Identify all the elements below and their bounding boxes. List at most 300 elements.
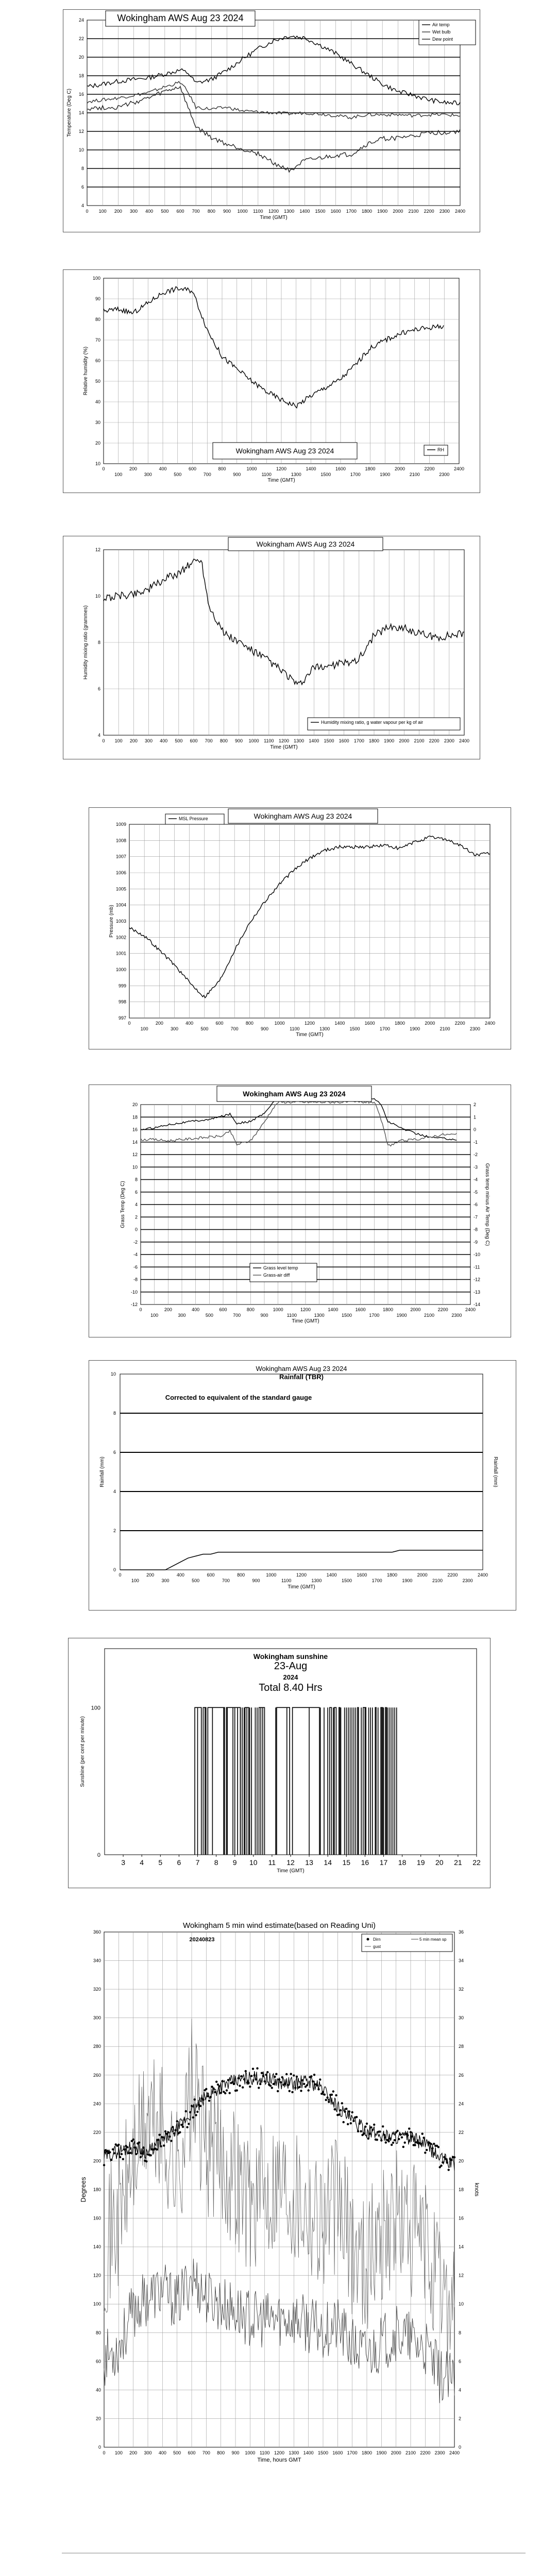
x-tick-label: 1100: [264, 738, 274, 743]
y-tick-label: 4: [81, 203, 84, 208]
dirn-point: [207, 2095, 209, 2097]
x-tick-label: 0: [139, 1307, 142, 1312]
y-tick-label: 240: [93, 2101, 101, 2107]
dirn-point: [294, 2087, 296, 2089]
x-tick-label: 500: [161, 209, 169, 214]
y-tick-label-right: 0: [474, 1127, 477, 1132]
x-tick-label: 2400: [484, 1021, 496, 1026]
dirn-point: [445, 2158, 447, 2160]
x-tick-label: 1800: [382, 1307, 394, 1312]
dirn-point: [387, 2140, 390, 2142]
x-tick-label: 1000: [273, 1307, 283, 1312]
y-tick-label: 2: [134, 1214, 138, 1220]
x-tick-label: 2200: [429, 738, 439, 743]
x-tick-label: 2000: [393, 209, 403, 214]
y-tick-label: 220: [93, 2129, 101, 2135]
x-tick-label: 9: [232, 1858, 237, 1867]
y-tick-label-right: -11: [474, 1264, 480, 1270]
y-tick-label: 8: [134, 1177, 138, 1182]
y-tick-label: 80: [95, 2330, 101, 2335]
legend-label: Grass-air diff: [263, 1273, 290, 1278]
dirn-point: [322, 2091, 324, 2093]
dirn-point: [192, 2116, 194, 2119]
x-tick-label: 2100: [414, 738, 425, 743]
x-tick-label: 2000: [425, 1021, 435, 1026]
x-tick-label: 800: [245, 1021, 253, 1026]
dirn-point: [274, 2076, 276, 2078]
x-tick-label: 500: [174, 472, 182, 477]
dirn-point: [310, 2075, 312, 2077]
dirn-point: [259, 2083, 261, 2085]
wind-chart-panel: [73, 1921, 489, 2544]
dirn-point: [391, 2144, 393, 2146]
x-tick-label: 2100: [408, 209, 419, 214]
dirn-point: [431, 2147, 433, 2149]
y-tick-label: 60: [95, 2359, 101, 2364]
y-tick-label: 0: [98, 2445, 101, 2450]
x-tick-label: 2000: [394, 466, 405, 471]
y-axis-label: Grass Temp (Deg C): [120, 1181, 126, 1228]
dirn-point: [331, 2094, 333, 2096]
x-axis-label: Time (GMT): [277, 1868, 305, 1874]
y-axis-label-right: knots: [474, 2182, 480, 2197]
x-tick-label: 800: [246, 1307, 255, 1312]
dirn-point: [212, 2088, 214, 2090]
dirn-point: [303, 2083, 305, 2085]
x-tick-label: 400: [176, 1572, 184, 1578]
x-tick-label: 100: [114, 738, 123, 743]
legend-label: gust: [373, 1944, 381, 1949]
y-tick-label: 12: [78, 129, 84, 134]
temperature-chart: [63, 10, 480, 232]
y-tick-label: 2: [113, 1528, 116, 1533]
x-tick-label: 800: [207, 209, 215, 214]
x-tick-label: 2000: [399, 738, 410, 743]
y-tick-label: 4: [134, 1202, 138, 1207]
dirn-point: [389, 2138, 391, 2140]
y-tick-label: -10: [130, 1289, 138, 1295]
dirn-point: [182, 2126, 184, 2128]
dirn-point: [227, 2079, 229, 2081]
dirn-point: [450, 2159, 452, 2161]
y-tick-label: 20: [78, 55, 84, 60]
dirn-point: [433, 2143, 435, 2145]
x-tick-label: 2400: [465, 1307, 476, 1312]
dirn-point: [326, 2096, 328, 2098]
dirn-point: [106, 2150, 108, 2152]
x-tick-label: 13: [305, 1858, 313, 1867]
x-tick-label: 2200: [447, 1572, 458, 1578]
y-tick-label: 40: [95, 399, 100, 404]
y-tick-label-right: -6: [474, 1202, 478, 1207]
x-tick-label: 0: [119, 1572, 122, 1578]
y-tick-label: 100: [91, 1705, 100, 1711]
dirn-point: [287, 2084, 289, 2086]
x-tick-label: 600: [215, 1021, 224, 1026]
x-tick-label: 2300: [439, 209, 450, 214]
dirn-point: [176, 2120, 178, 2122]
dirn-point: [324, 2093, 326, 2095]
dirn-point: [446, 2161, 448, 2163]
dirn-point: [291, 2091, 293, 2093]
dirn-point: [170, 2140, 172, 2142]
x-tick-label: 1000: [248, 738, 259, 743]
y-tick-label: 340: [93, 1958, 101, 1963]
y-axis-label: Pressure (mb): [109, 905, 114, 938]
x-tick-label: 1500: [341, 1578, 352, 1583]
y-tick-label-right: 16: [459, 2215, 464, 2221]
y-tick-label: 120: [93, 2273, 101, 2278]
sunshine-chart: [69, 1638, 490, 1888]
x-axis-label: Time (GMT): [288, 1584, 315, 1590]
x-tick-label: 2200: [420, 2450, 431, 2455]
y-tick-label: 12: [95, 547, 100, 552]
x-tick-label: 2300: [439, 472, 450, 477]
dirn-point: [293, 2074, 295, 2076]
dirn-point: [299, 2086, 301, 2088]
y-tick-label: -4: [133, 1252, 138, 1257]
dirn-point: [138, 2142, 140, 2144]
x-tick-label: 1500: [324, 738, 334, 743]
dirn-point: [252, 2067, 254, 2070]
x-tick-label: 500: [175, 738, 183, 743]
y-tick-label-right: 10: [459, 2301, 464, 2307]
y-tick-label: 0: [113, 1567, 116, 1572]
x-tick-label: 1100: [281, 1578, 292, 1583]
dirn-point: [278, 2078, 280, 2080]
x-tick-label: 300: [144, 472, 152, 477]
x-tick-label: 300: [178, 1313, 186, 1318]
y-tick-label: 1009: [115, 822, 126, 827]
dirn-point: [199, 2105, 201, 2107]
dirn-point: [129, 2152, 131, 2154]
dirn-point: [363, 2132, 365, 2134]
dirn-point: [316, 2084, 318, 2086]
x-tick-label: 1700: [371, 1578, 382, 1583]
x-tick-label: 900: [223, 209, 231, 214]
y-tick-label: 18: [132, 1114, 138, 1120]
x-tick-label: 300: [161, 1578, 170, 1583]
y-tick-label-right: -7: [474, 1214, 478, 1220]
x-tick-label: 1200: [274, 2450, 285, 2455]
y-axis-label-right: Grass temp minus Air Temp (Deg C): [484, 1163, 490, 1246]
dirn-point: [113, 2152, 115, 2154]
x-tick-label: 2300: [444, 738, 454, 743]
y-tick-label: 70: [95, 337, 100, 343]
y-tick-label-right: -8: [474, 1227, 478, 1232]
x-tick-label: 600: [176, 209, 184, 214]
dirn-point: [290, 2073, 292, 2075]
y-tick-label: 1000: [115, 967, 126, 972]
wind-chart: [73, 1921, 489, 2544]
y-tick-label: 360: [93, 1929, 101, 1935]
chart-title: Wokingham AWS Aug 23 2024: [235, 447, 334, 455]
dirn-point: [453, 2156, 455, 2158]
x-tick-label: 900: [234, 738, 243, 743]
legend-label: RH: [437, 447, 444, 452]
x-tick-label: 300: [170, 1026, 179, 1031]
dirn-point: [258, 2087, 260, 2089]
y-tick-label: 1003: [115, 919, 126, 924]
dirn-point: [325, 2099, 327, 2101]
y-tick-label: 10: [95, 594, 100, 599]
y-tick-label-right: 6: [459, 2359, 462, 2364]
legend-label: Wet bulb: [432, 29, 451, 35]
dirn-point: [410, 2131, 412, 2133]
x-tick-label: 1600: [332, 2450, 343, 2455]
y-tick-label-right: 2: [474, 1102, 477, 1107]
y-axis-label: Degrees: [79, 2177, 87, 2202]
x-tick-label: 1000: [245, 2450, 256, 2455]
y-tick-label: 320: [93, 1987, 101, 1992]
y-tick-label: 100: [93, 2301, 101, 2307]
y-tick-label-right: 14: [459, 2244, 464, 2250]
x-tick-label: 2100: [432, 1578, 443, 1583]
x-axis-label: Time (GMT): [296, 1032, 324, 1038]
x-tick-label: 0: [102, 466, 105, 471]
y-tick-label-right: -5: [474, 1189, 478, 1195]
x-tick-label: 2100: [424, 1313, 435, 1318]
dirn-point: [150, 2154, 152, 2156]
y-tick-label: 10: [110, 1371, 116, 1377]
x-tick-label: 0: [128, 1021, 131, 1026]
x-tick-label: 1800: [365, 466, 376, 471]
x-tick-label: 100: [140, 1026, 148, 1031]
x-tick-label: 21: [454, 1858, 462, 1867]
pressure-chart: [89, 808, 511, 1049]
x-tick-label: 1600: [330, 209, 341, 214]
dirn-point: [373, 2124, 375, 2126]
x-tick-label: 1000: [274, 1021, 285, 1026]
y-tick-label-right: 36: [459, 1929, 464, 1935]
x-tick-label: 600: [188, 2450, 196, 2455]
chart-title: Wokingham AWS Aug 23 2024: [256, 1365, 347, 1372]
y-tick-label: 10: [132, 1164, 138, 1170]
y-tick-label-right: -14: [474, 1302, 481, 1307]
dirn-point: [205, 2088, 207, 2090]
dirn-point: [306, 2084, 308, 2086]
dirn-point: [379, 2130, 381, 2132]
dirn-point: [112, 2148, 114, 2150]
x-tick-label: 200: [164, 1307, 172, 1312]
dirn-point: [313, 2074, 315, 2076]
dirn-point: [341, 2102, 343, 2104]
dirn-point: [370, 2126, 372, 2128]
y-tick-label: 1004: [115, 902, 126, 908]
x-tick-label: 1300: [294, 738, 305, 743]
y-tick-label: 6: [97, 686, 100, 691]
y-tick-label: 12: [132, 1152, 138, 1157]
x-tick-label: 2400: [459, 738, 470, 743]
y-tick-label: 8: [113, 1411, 116, 1416]
dirn-point: [300, 2090, 302, 2092]
x-axis-label: Time, hours GMT: [257, 2457, 301, 2463]
dirn-point: [109, 2151, 111, 2153]
legend-box: [424, 445, 448, 455]
y-tick-label: 50: [95, 379, 100, 384]
y-tick-label: 80: [95, 317, 100, 322]
dirn-point: [202, 2098, 205, 2100]
y-tick-label-right: 26: [459, 2072, 464, 2078]
x-tick-label: 7: [195, 1858, 200, 1867]
y-tick-label: 8: [81, 166, 84, 171]
y-tick-label: 280: [93, 2044, 101, 2049]
x-tick-label: 5: [158, 1858, 163, 1867]
y-tick-label-right: -4: [474, 1177, 478, 1182]
dirn-point: [126, 2146, 128, 2148]
x-tick-label: 2300: [469, 1026, 480, 1031]
x-tick-label: 400: [159, 466, 167, 471]
y-tick-label: 1002: [115, 935, 126, 940]
dirn-point: [424, 2151, 426, 2154]
x-tick-label: 2300: [462, 1578, 473, 1583]
dirn-point: [191, 2105, 193, 2107]
dirn-point: [271, 2087, 273, 2089]
dirn-point: [247, 2082, 249, 2084]
dirn-point: [141, 2153, 143, 2155]
x-tick-label: 15: [342, 1858, 351, 1867]
x-tick-label: 1900: [402, 1578, 413, 1583]
y-tick-label: 1006: [115, 870, 126, 875]
dirn-point: [430, 2143, 432, 2145]
dirn-point: [261, 2072, 263, 2074]
dirn-point: [224, 2092, 226, 2094]
dirn-point: [404, 2142, 406, 2144]
x-tick-label: 1500: [317, 2450, 329, 2455]
x-tick-label: 1100: [286, 1313, 297, 1318]
legend-label: Dirn: [373, 1937, 381, 1942]
x-tick-label: 400: [158, 2450, 166, 2455]
dirn-point: [233, 2083, 235, 2085]
dirn-point: [194, 2098, 196, 2100]
x-tick-label: 100: [131, 1578, 139, 1583]
y-tick-label: 1005: [115, 886, 126, 892]
x-tick-label: 17: [379, 1858, 388, 1867]
x-tick-label: 1600: [355, 1307, 366, 1312]
x-tick-label: 1000: [266, 1572, 277, 1578]
dirn-point: [103, 2164, 105, 2166]
legend-label: Dew point: [432, 37, 453, 42]
dirn-point: [110, 2159, 112, 2161]
dirn-point: [334, 2108, 336, 2110]
dirn-point: [385, 2141, 387, 2143]
dirn-point: [348, 2110, 350, 2112]
dirn-point: [352, 2120, 354, 2122]
plot-area: [120, 1374, 483, 1570]
y-tick-label: 100: [92, 276, 100, 281]
dirn-point: [135, 2153, 137, 2155]
y-tick-label: 22: [78, 36, 84, 41]
y-tick-label: -2: [133, 1239, 138, 1245]
y-tick-label: 4: [97, 733, 100, 738]
x-tick-label: 4: [140, 1858, 144, 1867]
x-tick-label: 2000: [417, 1572, 428, 1578]
x-tick-label: 1900: [377, 209, 388, 214]
dirn-point: [401, 2136, 403, 2138]
dirn-point: [277, 2090, 279, 2092]
y-tick-label-right: 12: [459, 2273, 464, 2278]
y-tick-label: 16: [132, 1127, 138, 1132]
x-tick-label: 1400: [326, 1572, 337, 1578]
chart-title: Wokingham AWS Aug 23 2024: [243, 1090, 346, 1098]
x-tick-label: 300: [144, 738, 153, 743]
y-tick-label: 260: [93, 2072, 101, 2078]
dirn-point: [351, 2111, 353, 2113]
y-tick-label: 20: [132, 1102, 138, 1107]
x-tick-label: 1900: [380, 472, 391, 477]
x-tick-label: 1600: [335, 466, 346, 471]
x-tick-label: 200: [114, 209, 122, 214]
dirn-point: [371, 2129, 374, 2131]
y-tick-label-right: 24: [459, 2101, 464, 2107]
x-tick-label: 1100: [261, 472, 272, 477]
x-tick-label: 1500: [341, 1313, 352, 1318]
y-tick-label-right: 22: [459, 2129, 464, 2135]
x-tick-label: 0: [102, 738, 105, 743]
dirn-point: [245, 2070, 247, 2072]
x-tick-label: 200: [129, 738, 138, 743]
x-tick-label: 900: [260, 1313, 268, 1318]
y-tick-label-right: -2: [474, 1152, 478, 1157]
y-tick-label: 160: [93, 2215, 101, 2221]
dirn-point: [179, 2131, 181, 2133]
dirn-point: [269, 2084, 272, 2087]
y-tick-label-right: 20: [459, 2158, 464, 2164]
dirn-point: [159, 2134, 161, 2136]
x-tick-label: 1200: [296, 1572, 307, 1578]
x-tick-label: 1900: [410, 1026, 420, 1031]
y-tick-label-right: 18: [459, 2187, 464, 2192]
x-tick-label: 2300: [451, 1313, 462, 1318]
x-tick-label: 700: [192, 209, 200, 214]
y-tick-label: 6: [134, 1189, 138, 1195]
dirn-point: [344, 2111, 346, 2113]
x-tick-label: 500: [200, 1026, 209, 1031]
chart-title: Wokingham AWS Aug 23 2024: [256, 540, 355, 548]
x-tick-label: 1200: [304, 1021, 315, 1026]
x-tick-label: 200: [146, 1572, 155, 1578]
rainfall-chart: [89, 1361, 516, 1610]
x-tick-label: 1400: [303, 2450, 314, 2455]
x-tick-label: 400: [185, 1021, 194, 1026]
y-tick-label-right: -1: [474, 1139, 478, 1145]
x-tick-label: 600: [188, 466, 197, 471]
dirn-point: [161, 2136, 163, 2138]
y-tick-label-right: -13: [474, 1289, 481, 1295]
dirn-point: [249, 2086, 251, 2088]
y-tick-label: 200: [93, 2158, 101, 2164]
dirn-point: [366, 2123, 368, 2125]
mixing-ratio-chart: [63, 536, 480, 759]
x-tick-label: 900: [252, 1578, 260, 1583]
dirn-point: [296, 2076, 298, 2078]
y-axis-label: Sunshine (per cent per minute): [80, 1716, 86, 1787]
dirn-point: [124, 2148, 126, 2150]
dirn-point: [218, 2085, 221, 2087]
x-tick-label: 1700: [379, 1026, 390, 1031]
x-tick-label: 2400: [449, 2450, 460, 2455]
dirn-point: [399, 2133, 401, 2136]
x-tick-label: 1000: [246, 466, 257, 471]
y-tick-label: 1007: [115, 854, 126, 859]
x-tick-label: 10: [249, 1858, 258, 1867]
dirn-point: [164, 2130, 166, 2132]
x-tick-label: 1200: [268, 209, 279, 214]
dirn-point: [250, 2075, 252, 2077]
x-tick-label: 2400: [477, 1572, 488, 1578]
dirn-point: [335, 2094, 337, 2096]
legend-label: MSL Pressure: [179, 816, 208, 821]
